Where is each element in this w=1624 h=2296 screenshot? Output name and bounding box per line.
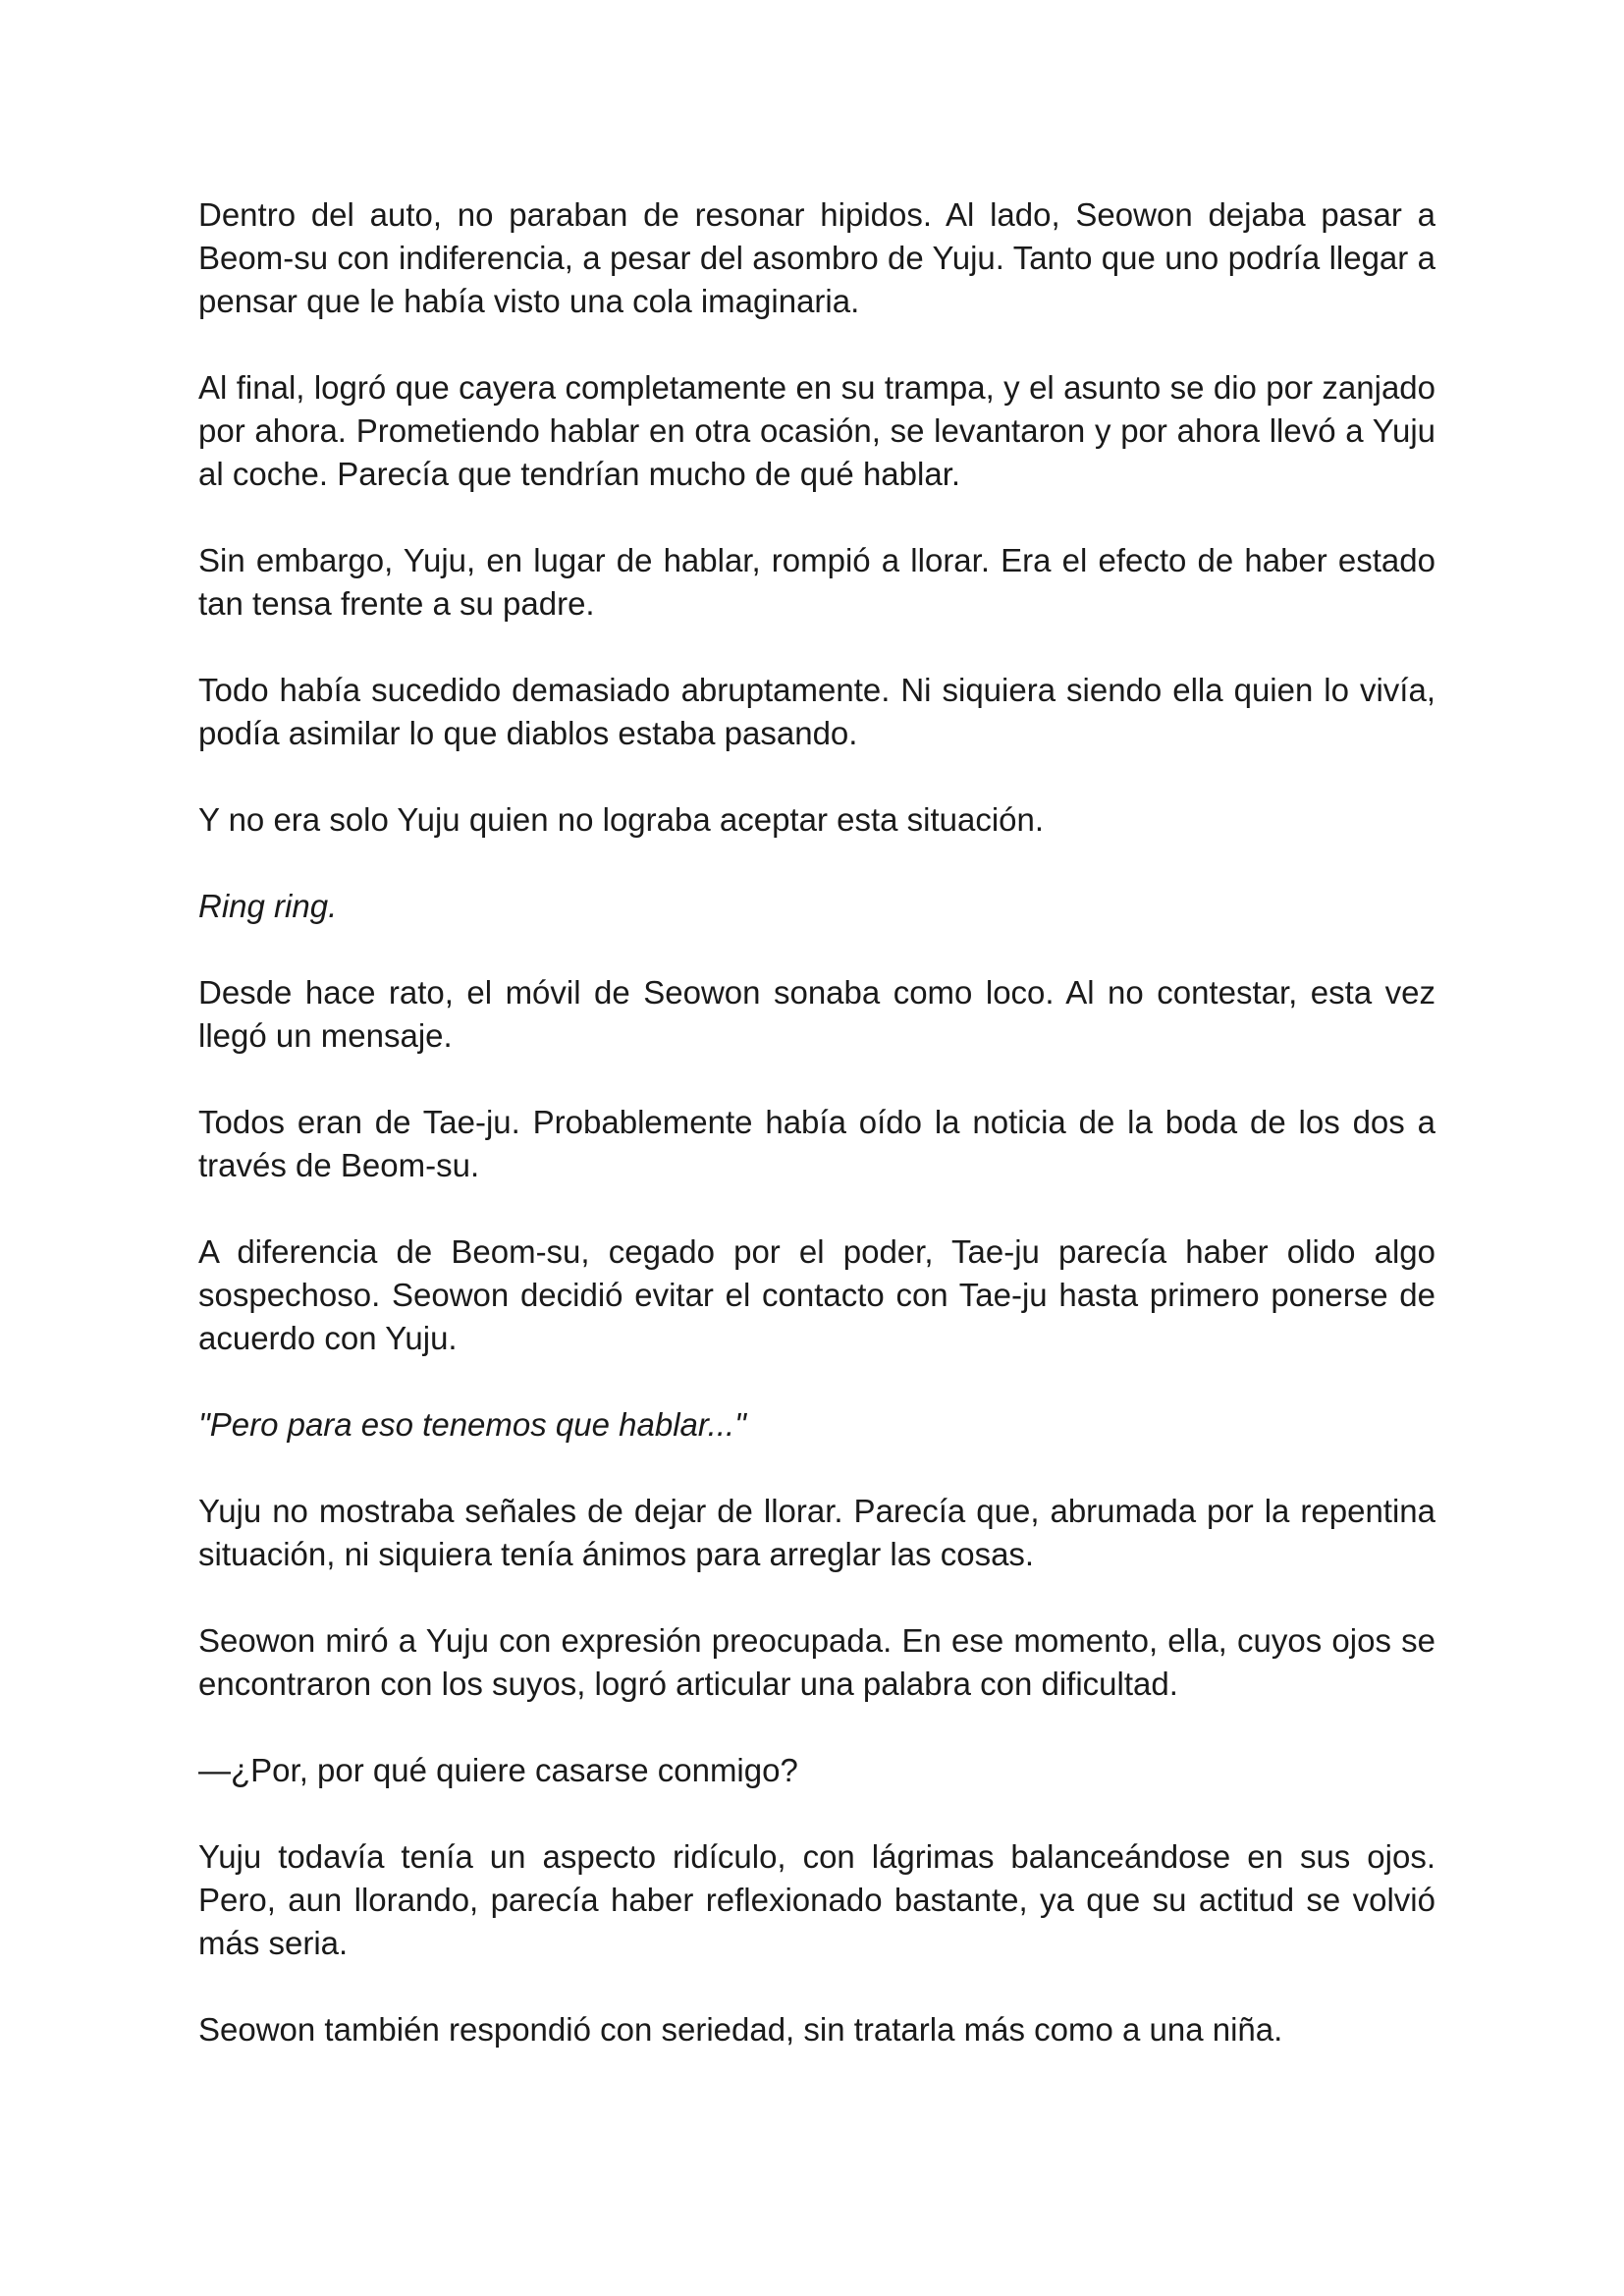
paragraph-10-thought: "Pero para eso tenemos que hablar..."	[198, 1406, 746, 1443]
paragraph-7: Desde hace rato, el móvil de Seowon sonaba como loco. Al no contestar, esta vez llegó un mensaje.	[198, 974, 1435, 1054]
paragraph-8: Todos eran de Tae-ju. Probablemente había oído la noticia de la boda de los dos a través de Beom-su.	[198, 1104, 1435, 1183]
paragraph-9: A diferencia de Beom-su, cegado por el poder, Tae-ju parecía haber olido algo sospechoso. Seowon decidió evitar el contacto con Tae-ju hasta primero ponerse de acuerdo con Yuju.	[198, 1233, 1435, 1356]
document-page	[198, 193, 1435, 2051]
paragraph-3: Sin embargo, Yuju, en lugar de hablar, rompió a llorar. Era el efecto de haber estado tan tensa frente a su padre.	[198, 542, 1435, 622]
paragraph-6-sound-effect: Ring ring.	[198, 888, 338, 924]
paragraph-4: Todo había sucedido demasiado abruptamente. Ni siquiera siendo ella quien lo vivía, podía asimilar lo que diablos estaba pasando.	[198, 672, 1435, 751]
paragraph-14: Yuju todavía tenía un aspecto ridículo, con lágrimas balanceándose en sus ojos. Pero, aun llorando, parecía haber reflexionado bastante, ya que su actitud se volvió más seria.	[198, 1838, 1435, 1961]
paragraph-12: Seowon miró a Yuju con expresión preocupada. En ese momento, ella, cuyos ojos se encontraron con los suyos, logró articular una palabra con dificultad.	[198, 1622, 1435, 1702]
paragraph-5: Y no era solo Yuju quien no lograba aceptar esta situación.	[198, 801, 1045, 838]
paragraph-15: Seowon también respondió con seriedad, sin tratarla más como a una niña.	[198, 2011, 1283, 2048]
paragraph-1: Dentro del auto, no paraban de resonar hipidos. Al lado, Seowon dejaba pasar a Beom-su con indiferencia, a pesar del asombro de Yuju. Tanto que uno podría llegar a pensar que le había visto una cola imaginaria.	[198, 196, 1435, 319]
paragraph-13-dialogue: —¿Por, por qué quiere casarse conmigo?	[198, 1752, 798, 1788]
paragraph-2: Al final, logró que cayera completamente en su trampa, y el asunto se dio por zanjado por ahora. Prometiendo hablar en otra ocasión, se levantaron y por ahora llevó a Yuju al coche. Parecía que tendrían mucho de qué hablar.	[198, 369, 1435, 492]
paragraph-11: Yuju no mostraba señales de dejar de llorar. Parecía que, abrumada por la repentina situación, ni siquiera tenía ánimos para arreglar las cosas.	[198, 1493, 1435, 1572]
